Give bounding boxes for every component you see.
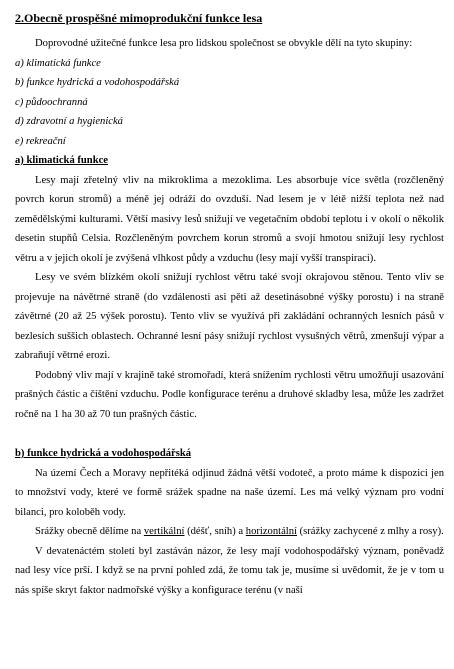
section-a-paragraph-1: Lesy mají zřetelný vliv na mikroklima a mezoklima. Les absorbuje více světla (rozčleněný povrch korun stromů) a méně jej odráží do ovzduší. Nad lesem je v létě nižší teplota než nad zemědělskými kulturami. Větší masivy lesů snižují ve vegetačním období teplotu i v okolí o několik desetin stupňů Celsia. Rozčleněným povrchem korun stromů a svojí hmotou snižují lesy rychlost větru a v jejich okolí je zvýšená vlhkost půdy a vzduchu (lesy mají vyšší transpiraci). xyxy=(15,174,444,264)
list-item: a) klimatická funkce xyxy=(15,57,101,69)
section-a-paragraph-3: Podobný vliv mají v krajině také stromořadí, která snížením rychlosti větru umožňují usazování prašných částic a čištění vzduchu. Podle konfigurace terénu a druhové skladby lesa, může les zadržet ročně na 1 ha 30 až 70 tun prašných částic. xyxy=(15,369,444,420)
text-span: Srážky obecně dělíme na xyxy=(35,526,144,537)
term-horizontal: horizontální xyxy=(245,526,297,537)
section-b-paragraph-1: Na území Čech a Moravy nepřitéká odjinud žádná větší vodoteč, a proto máme k dispozici jen to množství vody, které ve formě srážek spadne na naše území. Les má velký význam pro vodní bilanci, pro koloběh vody. xyxy=(15,467,444,518)
section-b-paragraph-3: V devatenáctém století byl zastáván názor, že lesy mají vodohospodářský význam, poněvadž nad lesy více prší. I když se na první pohled zdá, že tomu tak je, musíme si uvědomit, že je v tom u nás spíše skryt faktor nadmořské výšky a konfigurace terénu (v naší xyxy=(15,545,444,596)
text-span: (déšť, sníh) a xyxy=(184,526,246,537)
term-vertical: vertikální xyxy=(143,526,185,537)
function-list xyxy=(15,54,444,152)
list-item: e) rekreační xyxy=(15,135,66,147)
section-b-heading: b) funkce hydrická a vodohospodářská xyxy=(15,448,192,459)
list-item: b) funkce hydrická a vodohospodářská xyxy=(15,77,180,88)
section-a-paragraph-2: Lesy ve svém blízkém okolí snižují rychlost větru také svojí okrajovou stěnou. Tento vliv se projevuje na návětrné straně (do vzdálenosti asi pěti až desetinásobné výšky porostu) i na straně závětrné (20 až 25 výšek porostu). Tento vliv se využívá při zakládání ochranných lesních pásů v bezlesích suššich oblastech. Ochranné lesní pásy snižují rychlost vysušných větrů, zmenšují výpar a zabraňují větrné erozi. xyxy=(15,272,444,361)
list-item: c) půdoochranná xyxy=(15,96,88,108)
intro-paragraph: Doprovodné užitečné funkce lesa pro lidskou společnost se obvykle dělí na tyto skupiny: xyxy=(35,38,413,49)
section-a-heading: a) klimatická funkce xyxy=(15,155,108,166)
section-b-paragraph-2 xyxy=(15,522,444,542)
list-item: d) zdravotní a hygienická xyxy=(15,116,123,127)
section-gap xyxy=(15,424,444,444)
text-span: (srážky zachycené z mlhy a rosy). xyxy=(296,526,444,537)
page-title: 2.Obecně prospěšné mimoprodukční funkce lesa xyxy=(15,11,263,25)
